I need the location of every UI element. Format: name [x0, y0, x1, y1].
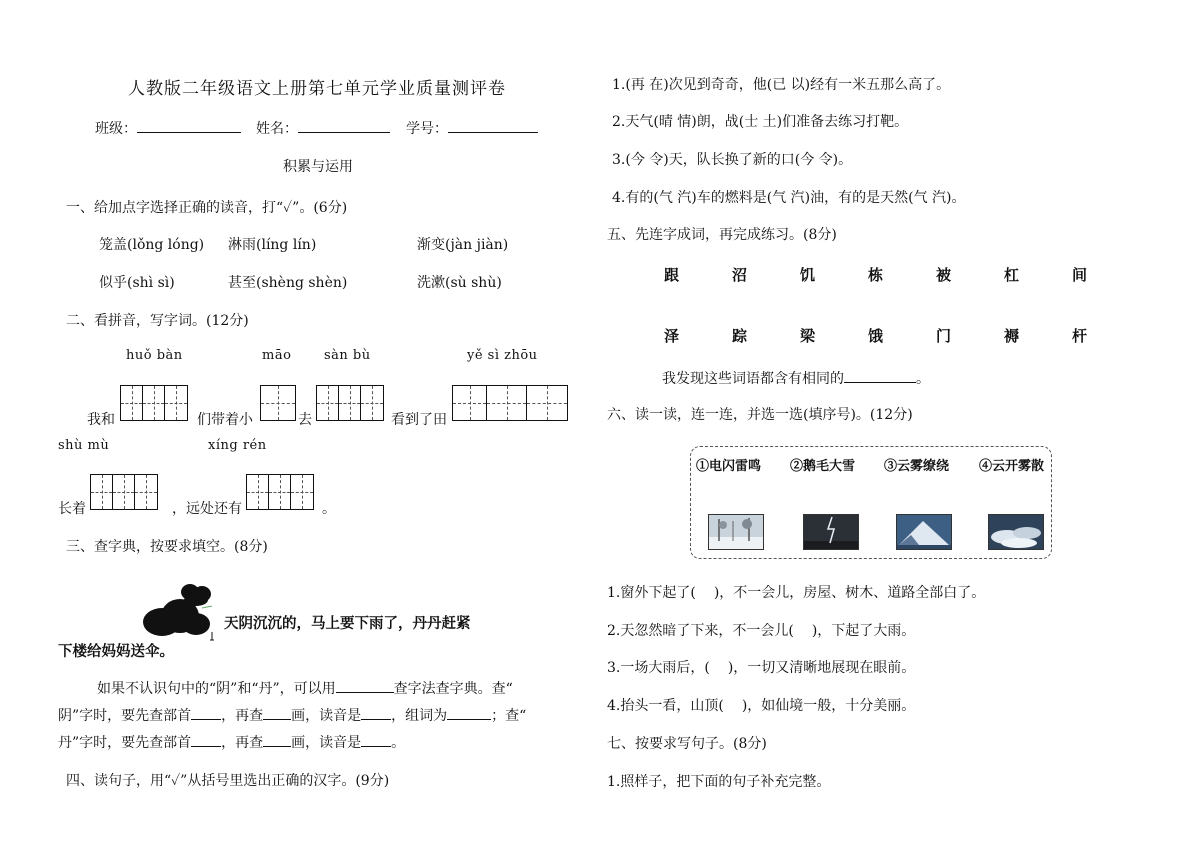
page-title: 人教版二年级语文上册第七单元学业质量测评卷: [128, 79, 506, 99]
writing-grid[interactable]: [90, 474, 158, 510]
char-card[interactable]: 沼: [732, 266, 748, 284]
q1-item: 甚至(shèng shèn): [228, 275, 348, 291]
name-blank[interactable]: [298, 118, 390, 133]
q4-heading: 四、读句子，用“✓”从括号里选出正确的汉字。(9分): [66, 773, 390, 789]
q2-text: ，远处还有: [172, 501, 242, 517]
q4-item: 3.(今 令)天，队长换了新的口(今 令)。: [612, 152, 853, 168]
char-card[interactable]: 被: [936, 266, 952, 284]
writing-grid[interactable]: [246, 474, 314, 510]
weather-option[interactable]: ①电闪雷鸣: [696, 459, 762, 474]
q4-item: 1.(再 在)次见到奇奇，他(已 以)经有一米五那么高了。: [612, 77, 951, 93]
fill-blank[interactable]: [361, 732, 391, 747]
name-label: 姓名：: [256, 118, 390, 138]
weather-photo-mountain[interactable]: [896, 514, 952, 550]
q3-heading: 三、查字典，按要求填空。(8分): [66, 539, 268, 555]
q2-heading: 二、看拼音，写字词。(12分): [66, 313, 249, 329]
q1-item: 渐变(jàn jiàn): [417, 237, 509, 253]
q1-item: 笼盖(lǒng lóng): [99, 237, 205, 253]
char-card[interactable]: 跟: [664, 266, 680, 284]
pinyin: yě sì zhōu: [467, 348, 538, 363]
char-card[interactable]: 饿: [868, 327, 884, 345]
q5-fill: 我发现这些词语都含有相同的 。: [662, 368, 930, 388]
id-blank[interactable]: [448, 118, 538, 133]
q3-line: 丹”字时，要先查部首 ，再查 画，读音是 。: [58, 732, 405, 752]
q1-heading: 一、给加点字选择正确的读音，打“✓”。(6分): [66, 200, 348, 216]
pinyin: huǒ bàn: [126, 348, 183, 363]
q2-text: 长着: [58, 501, 86, 517]
fill-blank[interactable]: [191, 705, 221, 720]
q1-item: 淋雨(líng lín): [228, 237, 317, 253]
char-card[interactable]: 栋: [868, 266, 884, 284]
pinyin: māo: [262, 348, 292, 363]
writing-grid[interactable]: [316, 385, 384, 421]
char-card[interactable]: 泽: [664, 327, 680, 345]
q1-item: 似乎(shì sì): [99, 275, 175, 291]
class-label: 班级：: [95, 118, 241, 138]
char-card[interactable]: 门: [936, 327, 952, 345]
q4-item: 4.有的(气 汽)车的燃料是(气 汽)油，有的是天然(气 汽)。: [612, 190, 966, 206]
pinyin: xíng rén: [208, 438, 267, 453]
q2-text: 我和: [87, 412, 115, 428]
fill-blank[interactable]: [263, 732, 291, 747]
section-heading: 积累与运用: [283, 159, 353, 175]
fill-blank[interactable]: [361, 705, 391, 720]
writing-grid[interactable]: [120, 385, 188, 421]
char-card[interactable]: 饥: [800, 266, 816, 284]
pinyin: shù mù: [58, 438, 110, 453]
fill-blank[interactable]: [447, 705, 491, 720]
q3-line: 如果不认识句中的“阴”和“丹”，可以用 查字法查字典。查“: [97, 678, 513, 698]
fill-blank[interactable]: [263, 705, 291, 720]
writing-grid[interactable]: [260, 385, 296, 421]
q4-item: 2.天气(晴 情)朗，战(士 土)们准备去练习打靶。: [612, 114, 909, 130]
cloud-illustration: [140, 578, 222, 642]
writing-grid[interactable]: [452, 385, 568, 421]
class-blank[interactable]: [137, 118, 241, 133]
weather-option[interactable]: ④云开雾散: [979, 459, 1045, 474]
q7-heading: 七、按要求写句子。(8分): [607, 736, 767, 752]
char-card[interactable]: 褥: [1004, 327, 1020, 345]
fill-blank[interactable]: [336, 678, 394, 693]
fill-blank[interactable]: [191, 732, 221, 747]
weather-photo-lightning[interactable]: [803, 514, 859, 550]
fill-blank[interactable]: [844, 368, 916, 383]
weather-option[interactable]: ②鹅毛大雪: [790, 459, 856, 474]
q2-text: 去: [298, 412, 312, 428]
weather-photo-clouds[interactable]: [988, 514, 1044, 550]
pinyin: sàn bù: [324, 348, 371, 363]
q2-text: 。: [322, 501, 336, 517]
q2-text: 们带着小: [197, 412, 253, 428]
q3-sentence: 下楼给妈妈送伞。: [58, 643, 174, 660]
q5-heading: 五、先连字成词，再完成练习。(8分): [607, 227, 837, 243]
q5-char-row: [664, 264, 1140, 285]
q5-char-row: [664, 325, 1140, 346]
char-card[interactable]: 间: [1072, 266, 1088, 284]
char-card[interactable]: 踪: [732, 327, 748, 345]
char-card[interactable]: 杠: [1004, 266, 1020, 284]
q1-item: 洗漱(sù shù): [417, 275, 502, 291]
id-label: 学号：: [406, 118, 538, 138]
q6-item: 2.天忽然暗了下来，不一会儿( )，下起了大雨。: [607, 623, 916, 639]
q6-item: 1.窗外下起了( )，不一会儿，房屋、树木、道路全部白了。: [607, 585, 986, 601]
weather-photo-snow[interactable]: [708, 514, 764, 550]
q6-item: 4.抬头一看，山顶( )，如仙境一般，十分美丽。: [607, 698, 916, 714]
q2-text: 看到了田: [391, 412, 447, 428]
char-card[interactable]: 杆: [1072, 327, 1088, 345]
q6-heading: 六、读一读，连一连，并选一选(填序号)。(12分): [607, 407, 913, 423]
char-card[interactable]: 梁: [800, 327, 816, 345]
q3-line: 阴”字时，要先查部首 ，再查 画，读音是 ，组词为 ；查“: [58, 705, 526, 725]
q7-item: 1.照样子，把下面的句子补充完整。: [607, 774, 831, 790]
q6-item: 3.一场大雨后，( )，一切又清晰地展现在眼前。: [607, 660, 916, 676]
weather-option[interactable]: ③云雾缭绕: [884, 459, 950, 474]
q3-sentence: 天阴沉沉的，马上要下雨了，丹丹赶紧: [224, 615, 471, 632]
